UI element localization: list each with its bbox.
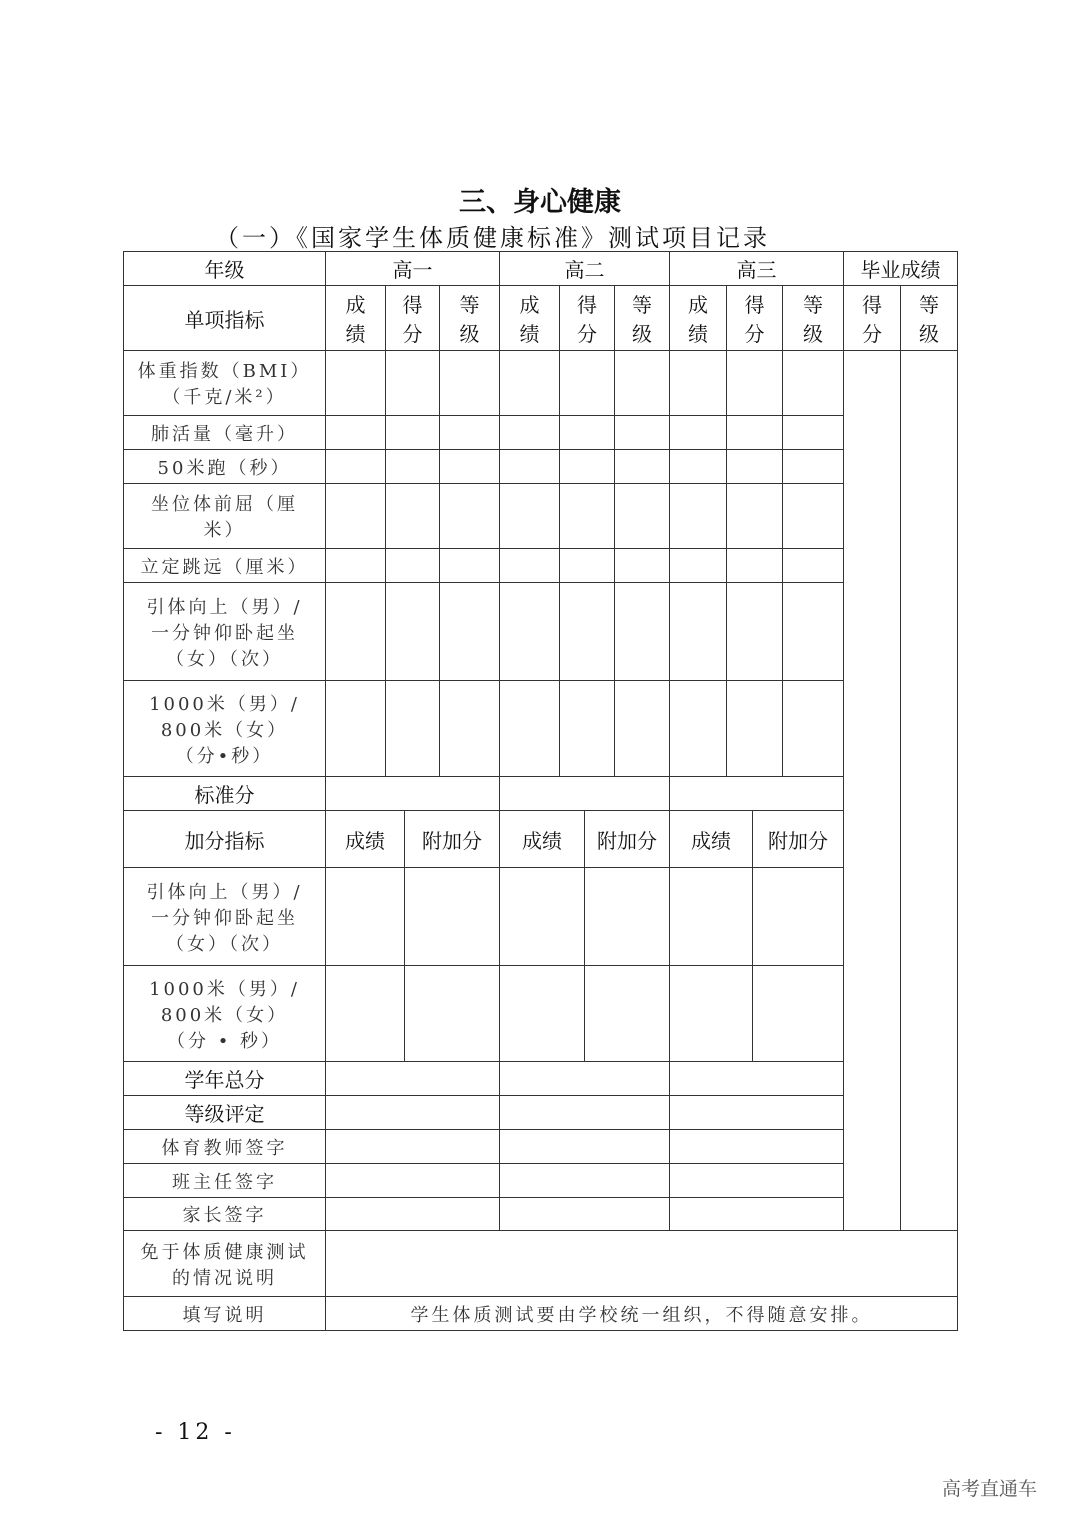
score-cell[interactable] [499, 548, 560, 583]
item-label: 立定跳远（厘米） [123, 548, 326, 583]
sub-column-header: 等 级 [439, 285, 500, 351]
score-cell[interactable] [385, 350, 440, 416]
summary-cell[interactable] [325, 1095, 500, 1130]
summary-cell[interactable] [499, 1197, 670, 1231]
standard-score-label: 标准分 [123, 776, 326, 811]
score-cell[interactable] [325, 680, 386, 777]
score-cell[interactable] [614, 415, 670, 450]
score-cell[interactable] [782, 415, 844, 450]
score-cell[interactable] [614, 548, 670, 583]
score-cell[interactable] [325, 350, 386, 416]
grade-1-header: 高一 [325, 251, 500, 286]
score-cell[interactable] [782, 582, 844, 681]
bonus-cell[interactable] [404, 867, 500, 966]
score-cell[interactable] [669, 680, 727, 777]
score-cell[interactable] [499, 680, 560, 777]
score-cell[interactable] [499, 415, 560, 450]
bonus-column-header: 附加分 [404, 810, 500, 868]
score-cell[interactable] [614, 449, 670, 484]
score-cell[interactable] [385, 680, 440, 777]
notes-label: 填写说明 [123, 1296, 326, 1331]
summary-cell[interactable] [499, 1163, 670, 1198]
score-cell[interactable] [439, 350, 500, 416]
item-label: 50米跑（秒） [123, 449, 326, 484]
score-cell[interactable] [385, 483, 440, 549]
sub-column-header: 等 级 [614, 285, 670, 351]
graduation-score-cell[interactable] [843, 350, 901, 1231]
score-cell[interactable] [499, 449, 560, 484]
bonus-column-header: 成绩 [325, 810, 405, 868]
summary-label: 家长签字 [123, 1197, 326, 1231]
score-cell[interactable] [782, 449, 844, 484]
sub-column-header: 成 绩 [499, 285, 560, 351]
score-cell[interactable] [782, 548, 844, 583]
sub-column-header: 得 分 [385, 285, 440, 351]
section-title: 三、身心健康 [459, 187, 621, 218]
summary-cell[interactable] [499, 1061, 670, 1096]
bonus-cell[interactable] [499, 965, 585, 1062]
bonus-cell[interactable] [325, 965, 405, 1062]
indicator-header: 单项指标 [123, 285, 326, 351]
score-cell[interactable] [325, 548, 386, 583]
score-cell[interactable] [499, 582, 560, 681]
score-cell[interactable] [499, 483, 560, 549]
summary-cell[interactable] [325, 1197, 500, 1231]
score-cell[interactable] [559, 483, 615, 549]
score-cell[interactable] [726, 415, 783, 450]
item-label: 坐位体前屈（厘 米） [123, 483, 326, 549]
score-cell[interactable] [325, 415, 386, 450]
item-label: 肺活量（毫升） [123, 415, 326, 450]
score-cell[interactable] [559, 449, 615, 484]
bonus-cell[interactable] [752, 965, 844, 1062]
score-cell[interactable] [614, 350, 670, 416]
summary-cell[interactable] [499, 1095, 670, 1130]
watermark: 高考直通车 [942, 1478, 1038, 1500]
bonus-cell[interactable] [752, 867, 844, 966]
score-cell[interactable] [559, 548, 615, 583]
graduation-level-cell[interactable] [900, 350, 958, 1231]
summary-cell[interactable] [669, 1095, 844, 1130]
grade-3-header: 高三 [669, 251, 844, 286]
summary-cell[interactable] [325, 1129, 500, 1164]
bonus-cell[interactable] [669, 867, 753, 966]
bonus-column-header: 成绩 [499, 810, 585, 868]
item-label: 体重指数（BMI） （千克/米²） [123, 350, 326, 416]
score-cell[interactable] [726, 680, 783, 777]
summary-cell[interactable] [499, 1129, 670, 1164]
score-cell[interactable] [614, 582, 670, 681]
bonus-cell[interactable] [584, 867, 670, 966]
bonus-column-header: 附加分 [584, 810, 670, 868]
bonus-column-header: 成绩 [669, 810, 753, 868]
bonus-cell[interactable] [669, 965, 753, 1062]
sub-column-header: 成 绩 [669, 285, 727, 351]
page-number: - 12 - [155, 1420, 236, 1445]
score-cell[interactable] [614, 483, 670, 549]
score-cell[interactable] [614, 680, 670, 777]
grade-header: 年级 [123, 251, 326, 286]
score-cell[interactable] [559, 350, 615, 416]
sub-column-header: 得 分 [559, 285, 615, 351]
sub-column-header: 成 绩 [325, 285, 386, 351]
summary-cell[interactable] [325, 1163, 500, 1198]
score-cell[interactable] [669, 415, 727, 450]
summary-cell[interactable] [669, 1197, 844, 1231]
score-cell[interactable] [325, 582, 386, 681]
bonus-item-label: 引体向上（男）/ 一分钟仰卧起坐 （女）（次） [123, 867, 326, 966]
score-cell[interactable] [559, 415, 615, 450]
score-cell[interactable] [669, 548, 727, 583]
bonus-cell[interactable] [404, 965, 500, 1062]
bonus-column-header: 附加分 [752, 810, 844, 868]
score-cell[interactable] [726, 483, 783, 549]
score-cell[interactable] [726, 350, 783, 416]
score-cell[interactable] [669, 449, 727, 484]
score-cell[interactable] [669, 483, 727, 549]
sub-column-header: 等 级 [900, 285, 958, 351]
score-cell[interactable] [726, 449, 783, 484]
score-cell[interactable] [782, 350, 844, 416]
score-cell[interactable] [385, 582, 440, 681]
sub-column-header: 等 级 [782, 285, 844, 351]
standard-score-cell[interactable] [325, 776, 500, 811]
score-cell[interactable] [439, 483, 500, 549]
bonus-cell[interactable] [499, 867, 585, 966]
score-cell[interactable] [385, 415, 440, 450]
item-label: 1000米（男）/ 800米（女） （分•秒） [123, 680, 326, 777]
score-cell[interactable] [559, 680, 615, 777]
score-cell[interactable] [439, 449, 500, 484]
bonus-item-label: 1000米（男）/ 800米（女） （分 • 秒） [123, 965, 326, 1062]
score-cell[interactable] [439, 582, 500, 681]
summary-cell[interactable] [669, 1129, 844, 1164]
summary-label: 班主任签字 [123, 1163, 326, 1198]
item-label: 引体向上（男）/ 一分钟仰卧起坐 （女）（次） [123, 582, 326, 681]
score-cell[interactable] [669, 350, 727, 416]
score-cell[interactable] [782, 680, 844, 777]
summary-label: 学年总分 [123, 1061, 326, 1096]
exemption-label: 免于体质健康测试 的情况说明 [123, 1230, 326, 1297]
exemption-cell[interactable] [325, 1230, 958, 1297]
bonus-cell[interactable] [325, 867, 405, 966]
standard-score-cell[interactable] [669, 776, 844, 811]
score-cell[interactable] [325, 449, 386, 484]
score-cell[interactable] [439, 680, 500, 777]
score-cell[interactable] [669, 582, 727, 681]
score-cell[interactable] [439, 415, 500, 450]
score-cell[interactable] [385, 548, 440, 583]
score-cell[interactable] [782, 483, 844, 549]
score-cell[interactable] [499, 350, 560, 416]
summary-cell[interactable] [669, 1061, 844, 1096]
summary-cell[interactable] [325, 1061, 500, 1096]
summary-label: 体育教师签字 [123, 1129, 326, 1164]
graduation-header: 毕业成绩 [843, 251, 958, 286]
score-cell[interactable] [726, 582, 783, 681]
score-cell[interactable] [385, 449, 440, 484]
summary-cell[interactable] [669, 1163, 844, 1198]
notes-text: 学生体质测试要由学校统一组织，不得随意安排。 [325, 1296, 958, 1331]
sub-column-header: 得 分 [726, 285, 783, 351]
score-cell[interactable] [439, 548, 500, 583]
grade-2-header: 高二 [499, 251, 670, 286]
score-cell[interactable] [559, 582, 615, 681]
standard-score-cell[interactable] [499, 776, 670, 811]
table-title: （一）《国家学生体质健康标准》测试项目记录 [215, 224, 770, 252]
summary-label: 等级评定 [123, 1095, 326, 1130]
score-cell[interactable] [325, 483, 386, 549]
bonus-header: 加分指标 [123, 810, 326, 868]
sub-column-header: 得 分 [843, 285, 901, 351]
bonus-cell[interactable] [584, 965, 670, 1062]
score-cell[interactable] [726, 548, 783, 583]
